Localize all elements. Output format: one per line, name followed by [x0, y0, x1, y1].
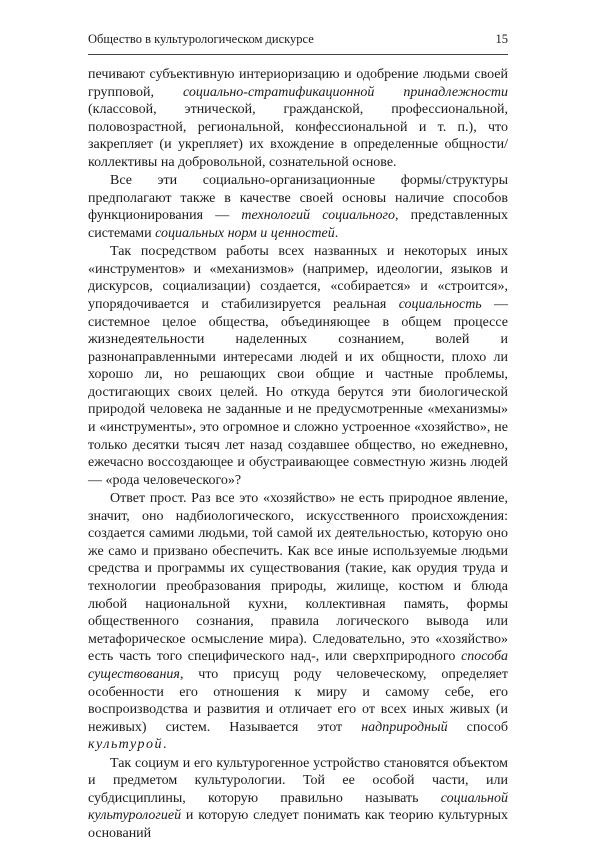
paragraph	[88, 243, 508, 489]
text-run: — системное целое общества, объединяющее в общем процессе жизнедеятельности наделенных сознанием, волей и разнонаправленными интересами людей и их общности, плохо ли хорошо ли, но решающих свои общие и частные проблемы, достигающих своих целей. Но откуда берутся эти биологической природой человека не заданные и не предусмотренные «механизмы» и «инструменты», это огромное и сложно устроенное «хозяйство», не только десятки тысяч лет назад создавшее общество, но ежедневно, ежечасно воссоздающее и обустраивающее совместную жизнь людей — «рода человеческого»?	[88, 296, 508, 488]
paragraph	[88, 490, 508, 754]
italic-run: социальных норм и ценностей	[155, 225, 335, 241]
italic-run: социальной культурологией	[88, 790, 508, 824]
text-run: способ	[447, 719, 508, 735]
italic-run: надприродный	[361, 719, 448, 735]
running-head-title: Общество в культурологическом дискурсе	[88, 32, 314, 46]
running-head	[88, 30, 508, 48]
text-run: печивают субъективную интериоризацию и одобрение людьми своей групповой,	[88, 67, 508, 100]
text-run: .	[334, 225, 339, 241]
paragraph	[88, 172, 508, 242]
text-run: Все эти социально-организационные формы/структуры предполагают также в качестве своей основы наличие способов функционирования —	[88, 173, 508, 224]
header-rule	[88, 54, 508, 55]
text-run: Ответ прост. Раз все это «хозяйство» не есть природное явление, значит, оно надбиологического, искусственного происхождения: создается самими людьми, той самой их деятельностью, которую оно же само и призвано обеспечить. Как все иные используемые людьми средства и программы их существования (такие, как орудия труда и технологии преобразования природы, жилище, костюм и блюда любой национальной кухни, коллективная память, формы общественного сознания, правила логического вывода или метафорическое осмысление мира). Следовательно, это «хозяйство» есть часть того специфического над-, или сверхприродного	[88, 491, 508, 665]
text-run: и которую следует понимать как теорию культурных оснований	[88, 808, 508, 841]
italic-run: социальность	[398, 296, 482, 312]
italic-run: технологий социального	[241, 208, 395, 224]
text-run: (классовой, этнической, гражданской, профессиональной, половозрастной, региональной, конфессиональной и т. п.), что закрепляет (и укрепляет) их вхождение в определенные общности/коллективы на добровольной, сознательной основе.	[88, 102, 508, 170]
text-run: , что присущ роду человеческому, определяет особенности его отношения к миру и самому себе, его воспроизводства и развития и отличает его от всех иных живых (и неживых) систем. Называется этот	[88, 666, 508, 735]
paragraph	[88, 755, 508, 843]
page-number: 15	[495, 32, 508, 46]
paragraph	[88, 66, 508, 172]
italic-run: способа существования	[88, 649, 508, 682]
text-run: Так посредством работы всех названных и некоторых иных «инструментов» и «механизмов» (например, идеологии, языков и дискурсов, социализации) создается, «собирается» и «строится», упорядочивается и стабилизируется реальная	[88, 244, 508, 312]
text-run: .	[162, 737, 167, 753]
body-text	[88, 66, 508, 843]
italic-run: социально-стратификационной принадлежности	[183, 84, 508, 100]
text-run: Так социум и его культурогенное устройство становятся объектом и предметом культурологии. Той ее особой части, или субдисциплины, которую правильно называть	[88, 755, 508, 806]
text-run: , представленных системами	[88, 208, 508, 241]
italic-run: культурой	[88, 737, 163, 753]
